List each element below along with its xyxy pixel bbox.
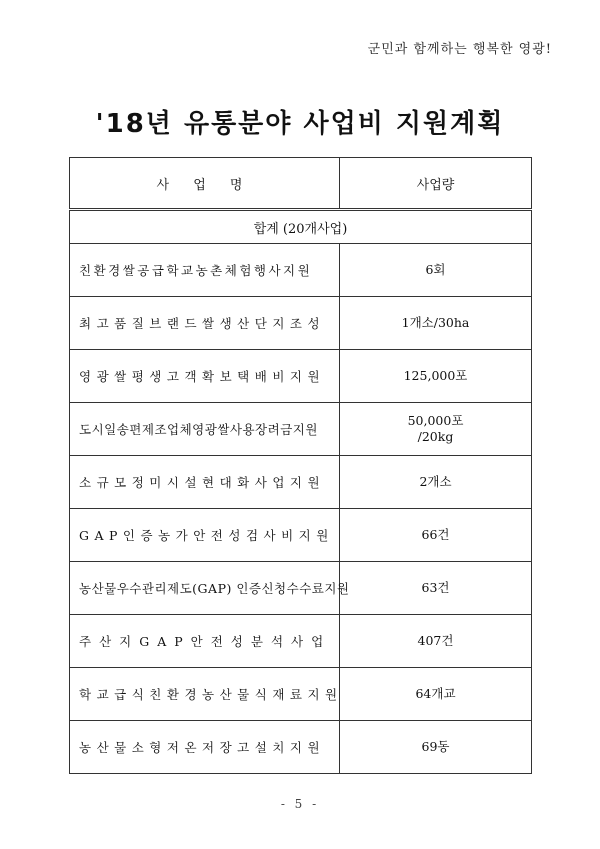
project-name: GAP인증농가안전성검사비지원 — [70, 509, 340, 562]
amount-value: 125,000포 — [403, 368, 468, 383]
project-amount — [340, 244, 532, 297]
table-row — [70, 244, 532, 297]
project-amount — [340, 403, 532, 456]
project-name: 도시일송편제조업체영광쌀사용장려금지원 — [70, 403, 340, 456]
amount-unit: /20kg — [417, 429, 454, 444]
amount-value: 66건 — [421, 527, 450, 542]
column-header-amount: 사업량 — [340, 158, 532, 210]
project-amount — [340, 615, 532, 668]
table-row — [70, 668, 532, 721]
amount-value: 407건 — [417, 633, 454, 648]
total-label: 합계 (20개사업) — [70, 210, 532, 244]
amount-value: 2개소 — [419, 474, 452, 489]
page-title: '18년 유통분야 사업비 지원계획 — [95, 109, 505, 139]
table-row — [70, 615, 532, 668]
budget-table — [69, 157, 532, 774]
table-row — [70, 562, 532, 615]
table-row — [70, 350, 532, 403]
total-row — [70, 210, 532, 244]
project-name: 영광쌀평생고객확보택배비지원 — [70, 350, 340, 403]
project-name: 소규모정미시설현대화사업지원 — [70, 456, 340, 509]
page-number: - 5 - — [280, 797, 320, 811]
table-row — [70, 721, 532, 774]
project-name: 최고품질브랜드쌀생산단지조성 — [70, 297, 340, 350]
amount-value: 63건 — [421, 580, 450, 595]
table-row — [70, 456, 532, 509]
project-amount — [340, 668, 532, 721]
amount-value: 1개소/30ha — [401, 315, 470, 330]
table-header-row — [70, 158, 532, 210]
project-name: 농산물우수관리제도(GAP) 인증신청수수료지원 — [70, 562, 340, 615]
project-amount — [340, 350, 532, 403]
amount-value: 50,000포 — [407, 413, 464, 428]
project-amount — [340, 297, 532, 350]
table-row — [70, 509, 532, 562]
project-amount — [340, 721, 532, 774]
project-amount — [340, 509, 532, 562]
amount-value: 64개교 — [415, 686, 456, 701]
project-name: 학교급식친환경농산물식재료지원 — [70, 668, 340, 721]
project-amount — [340, 456, 532, 509]
amount-value: 69동 — [421, 739, 450, 754]
table-row — [70, 297, 532, 350]
project-name: 주산지GAP안전성분석사업 — [70, 615, 340, 668]
header-slogan: 군민과 함께하는 행복한 영광! — [367, 42, 552, 57]
project-amount — [340, 562, 532, 615]
table-row — [70, 403, 532, 456]
column-header-name: 사 업 명 — [70, 158, 340, 210]
project-name: 농산물소형저온저장고설치지원 — [70, 721, 340, 774]
amount-value: 6회 — [425, 262, 446, 277]
project-name: 친환경쌀공급학교농촌체험행사지원 — [70, 244, 340, 297]
